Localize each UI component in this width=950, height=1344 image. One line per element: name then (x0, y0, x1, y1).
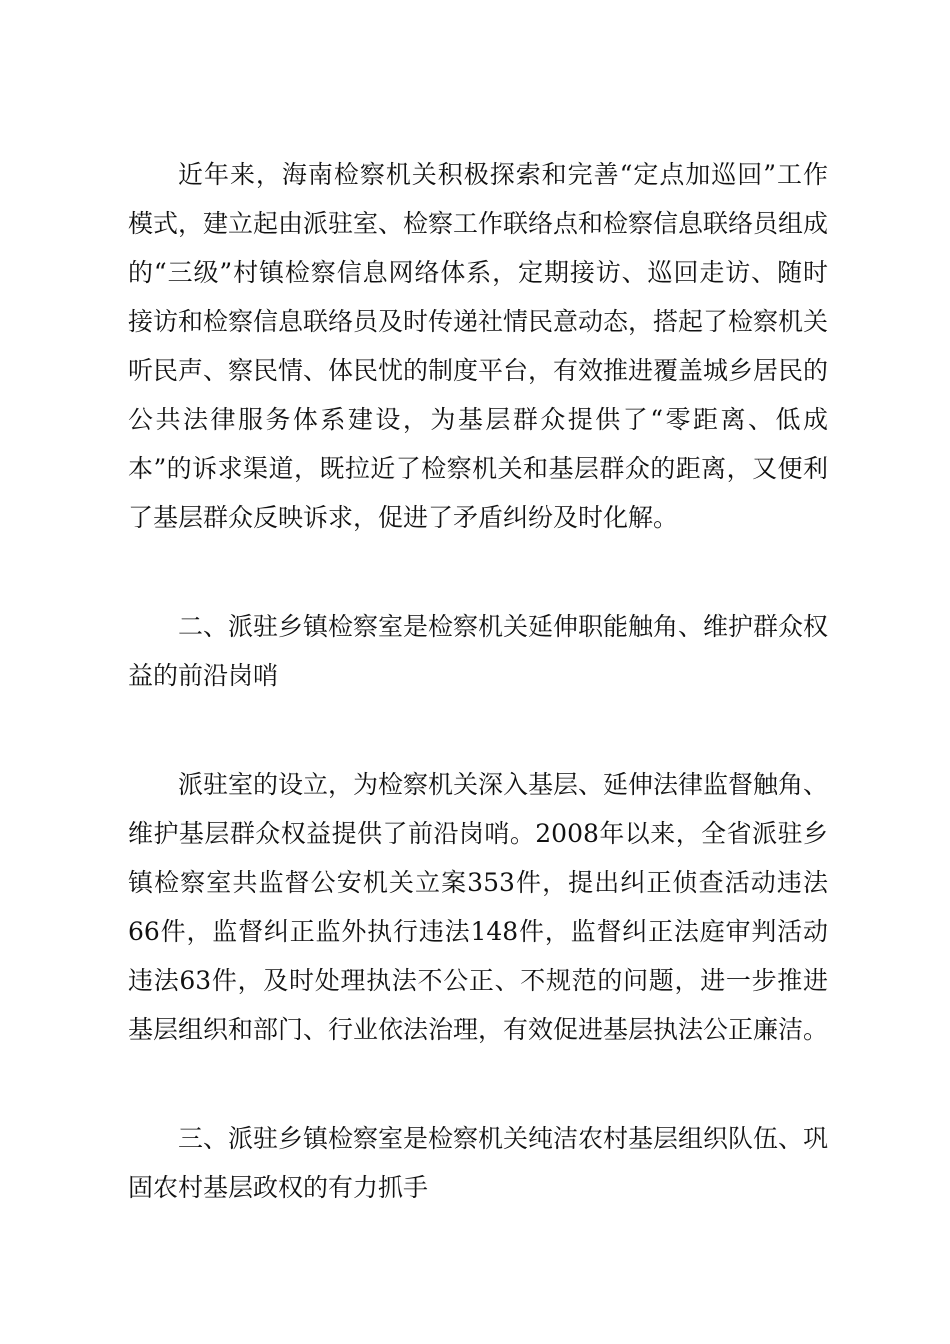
paragraph-network-system: 近年来，海南检察机关积极探索和完善“定点加巡回”工作模式，建立起由派驻室、检察工作联络点和检察信息联络员组成的“三级”村镇检察信息网络体系，定期接访、巡回走访、随时接访和检察信息联络员及时传递社情民意动态，搭起了检察机关听民声、察民情、体民忧的制度平台，有效推进覆盖城乡居民的公共法律服务体系建设，为基层群众提供了“零距离、低成本”的诉求渠道，既拉近了检察机关和基层群众的距离，又便利了基层群众反映诉求，促进了矛盾纠纷及时化解。 (128, 160, 829, 532)
section-heading-two: 二、派驻乡镇检察室是检察机关延伸职能触角、维护群众权益的前沿岗哨 (128, 612, 829, 690)
paragraph-supervision-stats: 派驻室的设立，为检察机关深入基层、延伸法律监督触角、维护基层群众权益提供了前沿岗哨。2008年以来，全省派驻乡镇检察室共监督公安机关立案353件，提出纠正侦查活动违法66件，监督纠正监外执行违法148件，监督纠正法庭审判活动违法63件，及时处理执法不公正、不规范的问题，进一步推进基层组织和部门、行业依法治理，有效促进基层执法公正廉洁。 (128, 770, 829, 1044)
document-body (128, 150, 828, 1212)
section-heading-three: 三、派驻乡镇检察室是检察机关纯洁农村基层组织队伍、巩固农村基层政权的有力抓手 (128, 1124, 829, 1202)
